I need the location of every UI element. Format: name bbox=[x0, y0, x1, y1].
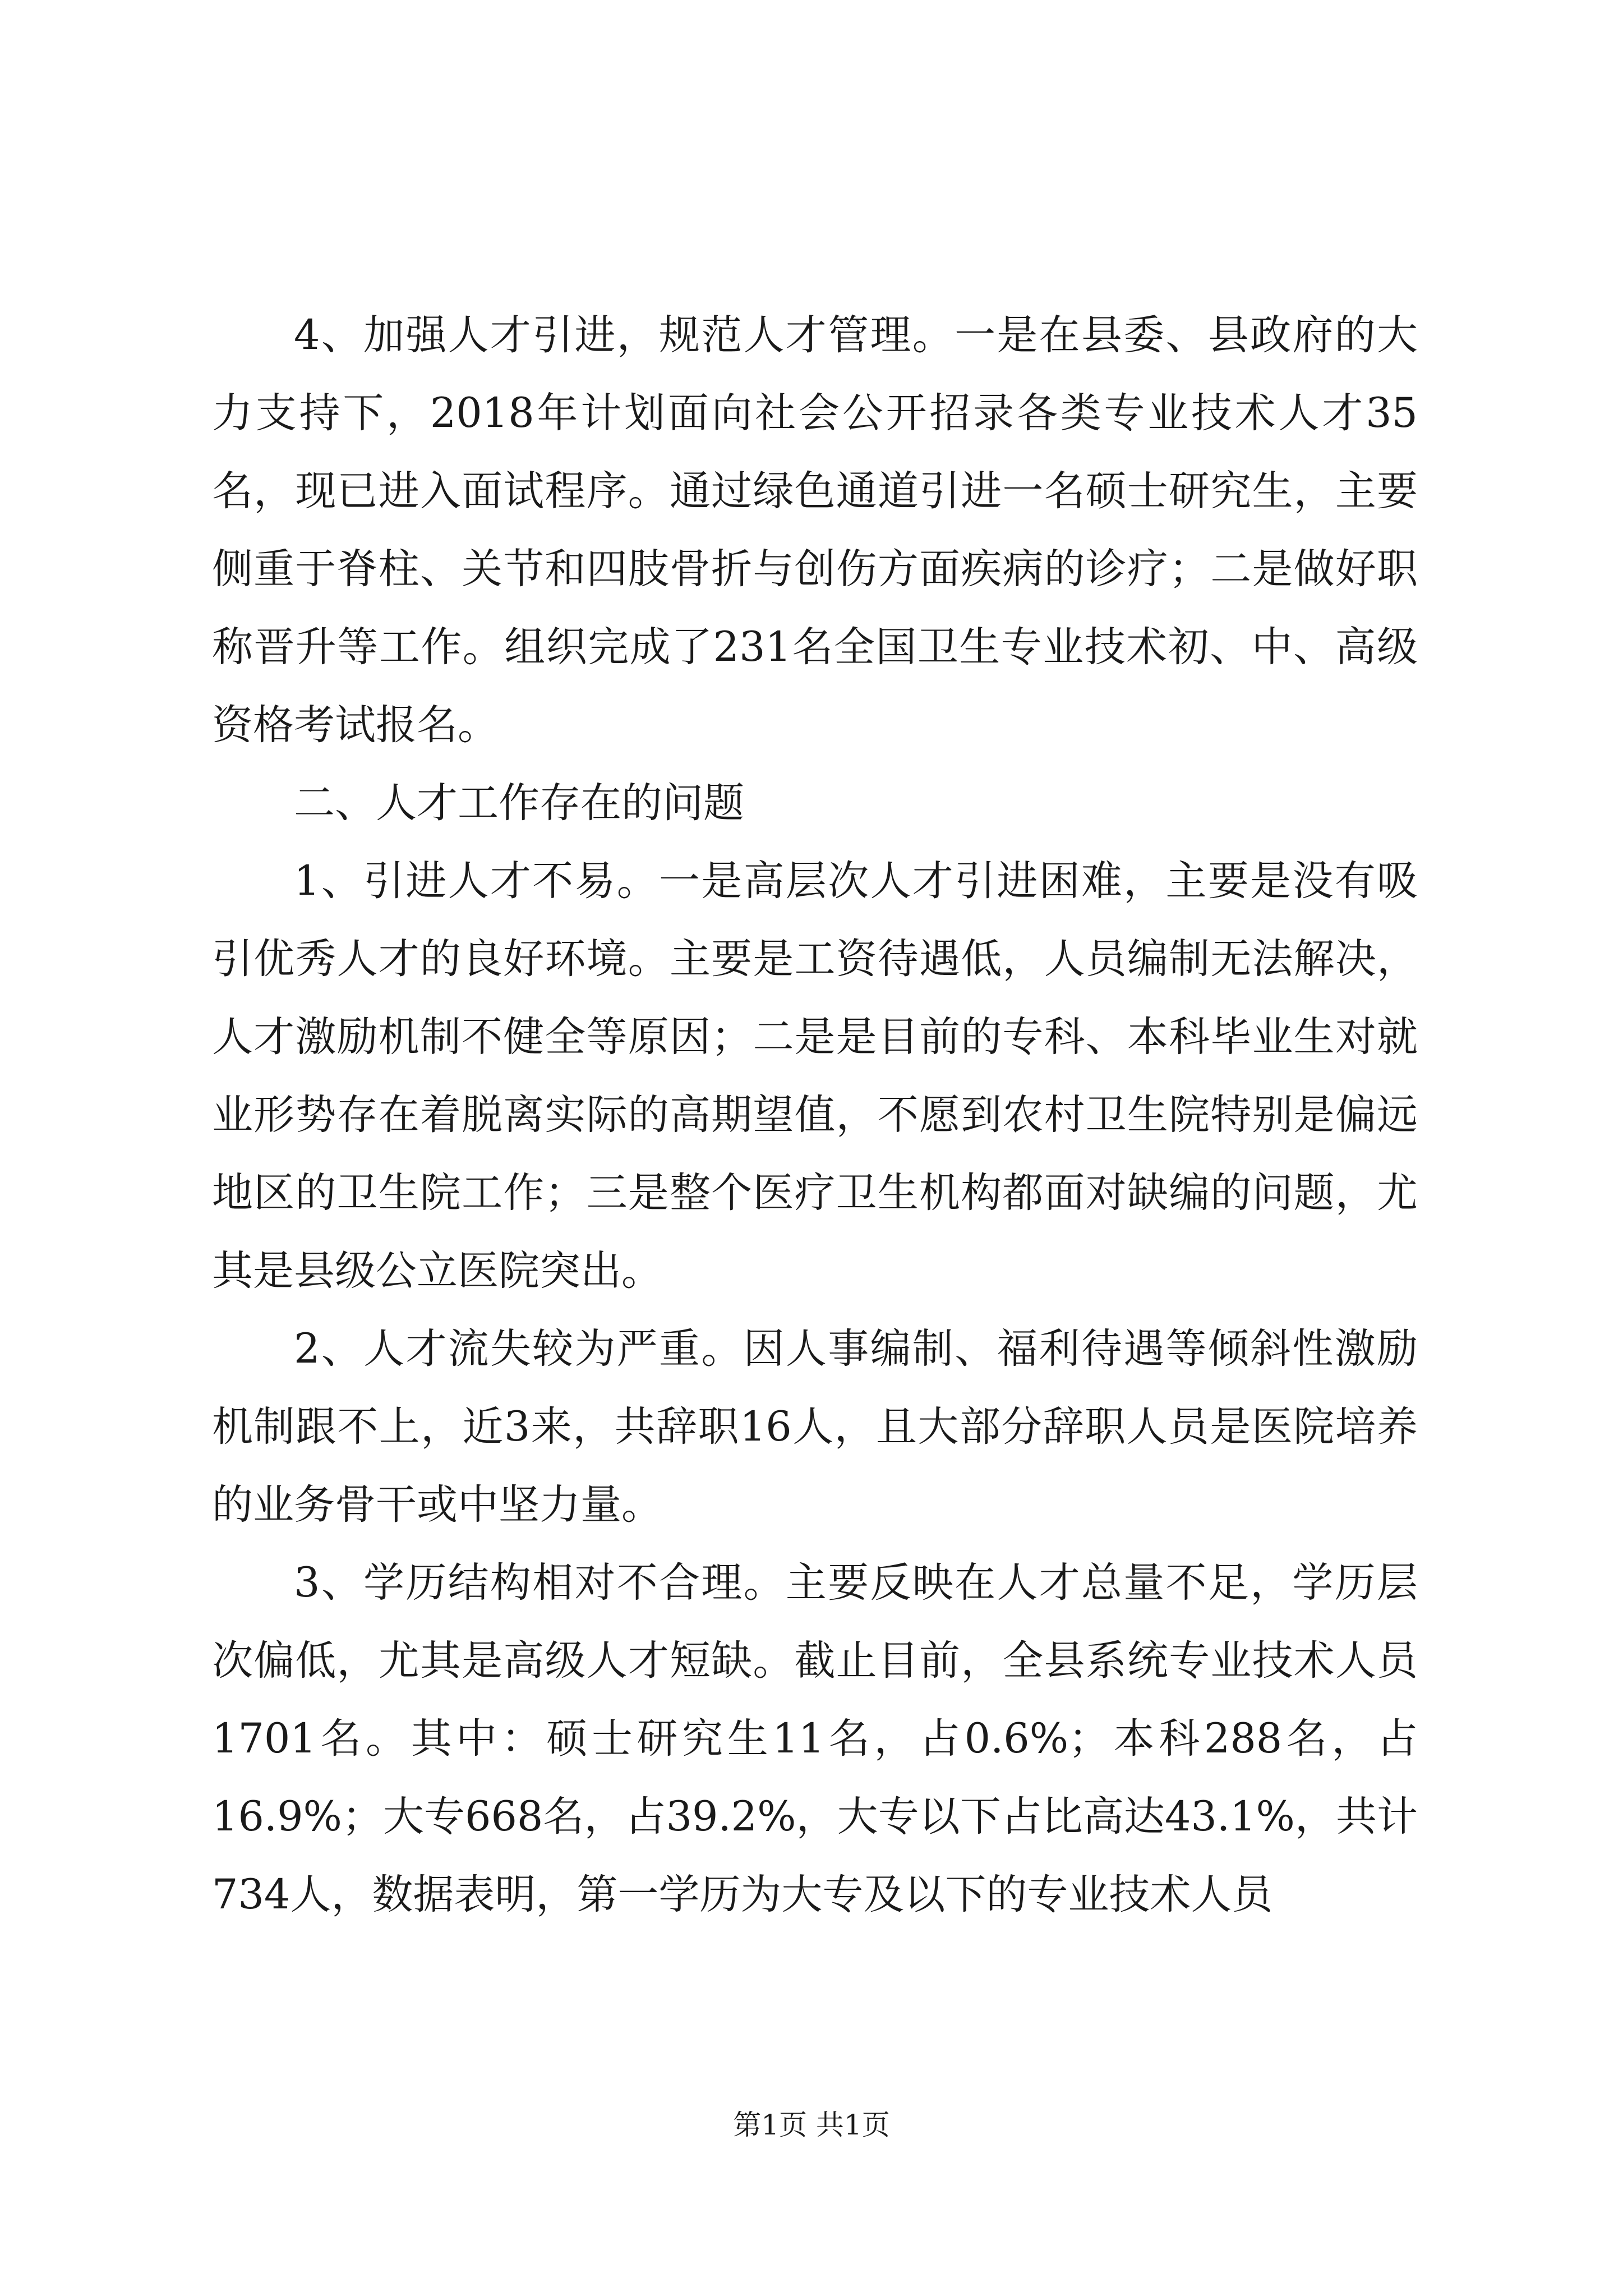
section-heading-problems: 二、人才工作存在的问题 bbox=[294, 779, 744, 827]
paragraph-education-structure: 3、学历结构相对不合理。主要反映在人才总量不足，学历层次偏低，尤其是高级人才短缺。截止目前，全县系统专业技术人员1701名。其中：硕士研究生11名，占0.6%；本科288名，占16.9%；大专668名，占39.2%，大专以下占比高达43.1%，共计734人，数据表明，第一学历为大专及以下的专业技术人员 bbox=[212, 1559, 1418, 1918]
paragraph-talent-introduction: 4、加强人才引进，规范人才管理。一是在县委、县政府的大力支持下，2018年计划面向社会公开招录各类专业技术人才35名，现已进入面试程序。通过绿色通道引进一名硕士研究生，主要侧重于脊柱、关节和四肢骨折与创伤方面疾病的诊疗；二是做好职称晋升等工作。组织完成了231名全国卫生专业技术初、中、高级资格考试报名。 bbox=[212, 311, 1418, 749]
page-footer: 第1页 共1页 bbox=[733, 2109, 890, 2141]
paragraph-introduction-difficulty: 1、引进人才不易。一是高层次人才引进困难，主要是没有吸引优秀人才的良好环境。主要是工资待遇低，人员编制无法解决，人才激励机制不健全等原因；二是是目前的专科、本科毕业生对就业形势存在着脱离实际的高期望值，不愿到农村卫生院特别是偏远地区的卫生院工作；三是整个医疗卫生机构都面对缺编的问题，尤其是县级公立医院突出。 bbox=[212, 857, 1418, 1295]
document-body bbox=[212, 296, 1418, 1934]
paragraph-talent-loss: 2、人才流失较为严重。因人事编制、福利待遇等倾斜性激励机制跟不上，近3来，共辞职16人，且大部分辞职人员是医院培养的业务骨干或中坚力量。 bbox=[212, 1325, 1418, 1529]
